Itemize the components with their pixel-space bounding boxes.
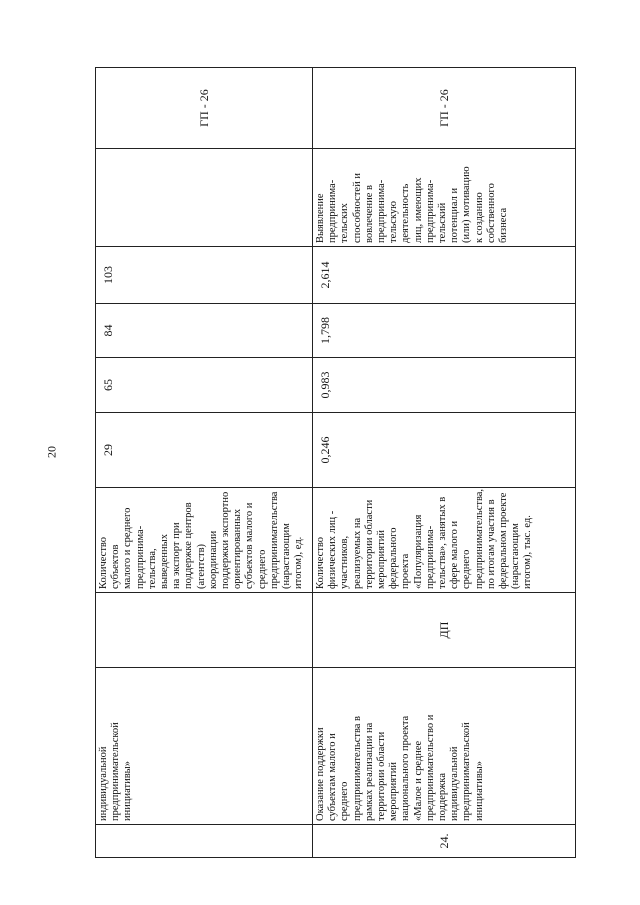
row-number <box>96 825 313 858</box>
row-number: 24. <box>313 825 576 858</box>
value-cell: 0,983 <box>313 358 576 413</box>
value-cell: 29 <box>96 413 313 488</box>
table-row <box>96 68 313 858</box>
value-cell: 103 <box>96 247 313 304</box>
value-cell: 0,246 <box>313 413 576 488</box>
value-cell: 65 <box>96 358 313 413</box>
indicator-cell: Количество субъектов малого и среднего предпринима- тельства, выведенных на экспорт при поддержке центров (агентств) координации поддержки экспортно ориентированных субъектов малого и среднего предпринимательства (нарастающим итогом), ед. <box>96 488 313 593</box>
value-cell: 1,798 <box>313 304 576 358</box>
program-cell: ГП - 26 <box>96 68 313 149</box>
goal-cell: Выявление предпринима- тельских способностей и вовлечение в предпринима- тельскую деятельность лиц, имеющих предпринима- тельский потенциал и (или) мотивацию к созданию собственного бизнеса <box>313 149 576 247</box>
value-cell: 2,614 <box>313 247 576 304</box>
table-row <box>313 68 576 858</box>
event-cell: индивидуальной предпринимательской инициативы» <box>96 668 313 825</box>
indicator-cell: Количество физических лиц - участников, реализуемых на территории области мероприятий федерального проекта «Популяризация предпринима- тельства», занятых в сфере малого и среднего предпринимательства, по итогам участия в федеральном проекте (нарастающим итогом), тыс. ед. <box>313 488 576 593</box>
goal-cell <box>96 149 313 247</box>
value-cell: 84 <box>96 304 313 358</box>
program-cell: ГП - 26 <box>313 68 576 149</box>
rotated-table-wrapper <box>95 68 575 858</box>
event-cell: Оказание поддержки субъектам малого и среднего предпринимательства в рамках реализации на территории области мероприятий национального проекта «Малое и среднее предпринимательство и поддержка индивидуальной предпринимательской инициативы» <box>313 668 576 825</box>
page-number: 20 <box>44 446 59 458</box>
type-cell: ДП <box>313 593 576 668</box>
type-cell <box>96 593 313 668</box>
measures-table <box>95 67 576 858</box>
